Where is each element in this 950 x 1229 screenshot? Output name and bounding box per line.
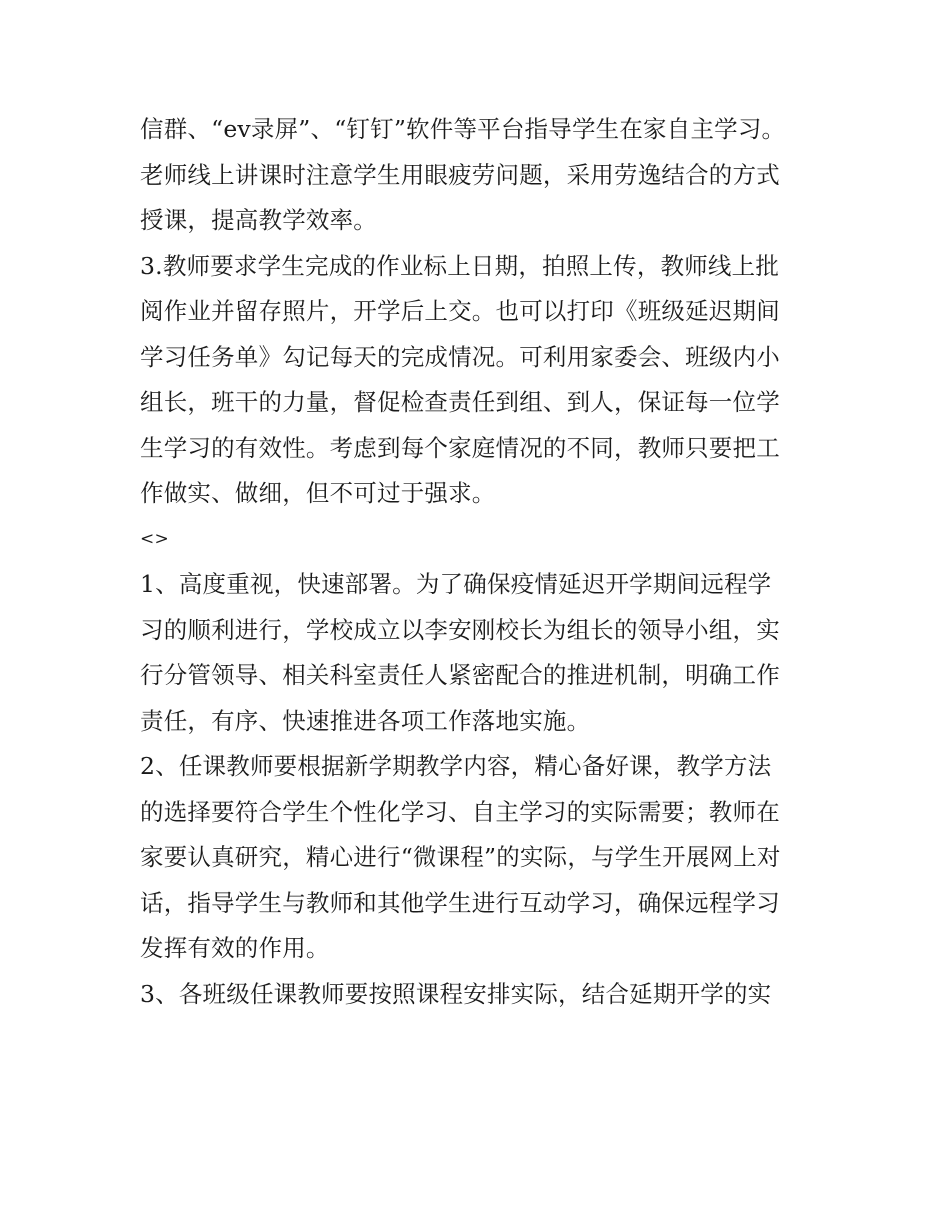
- document-body: [140, 107, 820, 1017]
- text-line: 的选择要符合学生个性化学习、自主学习的实际需要；教师在: [140, 797, 780, 826]
- text-line: 责任，有序、快速推进各项工作落地实施。: [140, 706, 591, 735]
- text-line: 发挥有效的作用。: [140, 934, 330, 962]
- text-line: 习的顺利进行，学校成立以李安刚校长为组长的领导小组，实: [140, 615, 780, 644]
- text-line: 作做实、做细，但不可过于强求。: [140, 479, 496, 507]
- text-line: 学习任务单》勾记每天的完成情况。可利用家委会、班级内小: [140, 342, 780, 371]
- text-line: 信群、“ev录屏”、“钉钉”软件等平台指导学生在家自主学习。: [140, 115, 786, 143]
- text-line: 话，指导学生与教师和其他学生进行互动学习，确保远程学习: [140, 888, 780, 917]
- text-line: 阅作业并留存照片，开学后上交。也可以打印《班级延迟期间: [140, 297, 780, 325]
- text-line: 3、各班级任课教师要按照课程安排实际，结合延期开学的实: [140, 979, 772, 1008]
- text-line: 行分管领导、相关科室责任人紧密配合的推进机制，明确工作: [140, 661, 780, 689]
- section-marker: <>: [140, 528, 169, 549]
- text-line: 1、高度重视，快速部署。为了确保疫情延迟开学期间远程学: [140, 570, 772, 598]
- text-line: 授课，提高教学效率。: [140, 206, 377, 234]
- text-line: 组长，班干的力量，督促检查责任到组、到人，保证每一位学: [140, 388, 780, 416]
- text-line: 3.教师要求学生完成的作业标上日期，拍照上传，教师线上批: [140, 251, 780, 280]
- text-line: 老师线上讲课时注意学生用眼疲劳问题，采用劳逸结合的方式: [140, 160, 780, 189]
- text-line: 家要认真研究，精心进行“微课程”的实际，与学生开展网上对: [140, 843, 781, 871]
- text-line: 2、任课教师要根据新学期教学内容，精心备好课，教学方法: [140, 752, 772, 780]
- text-line: 生学习的有效性。考虑到每个家庭情况的不同，教师只要把工: [140, 433, 780, 462]
